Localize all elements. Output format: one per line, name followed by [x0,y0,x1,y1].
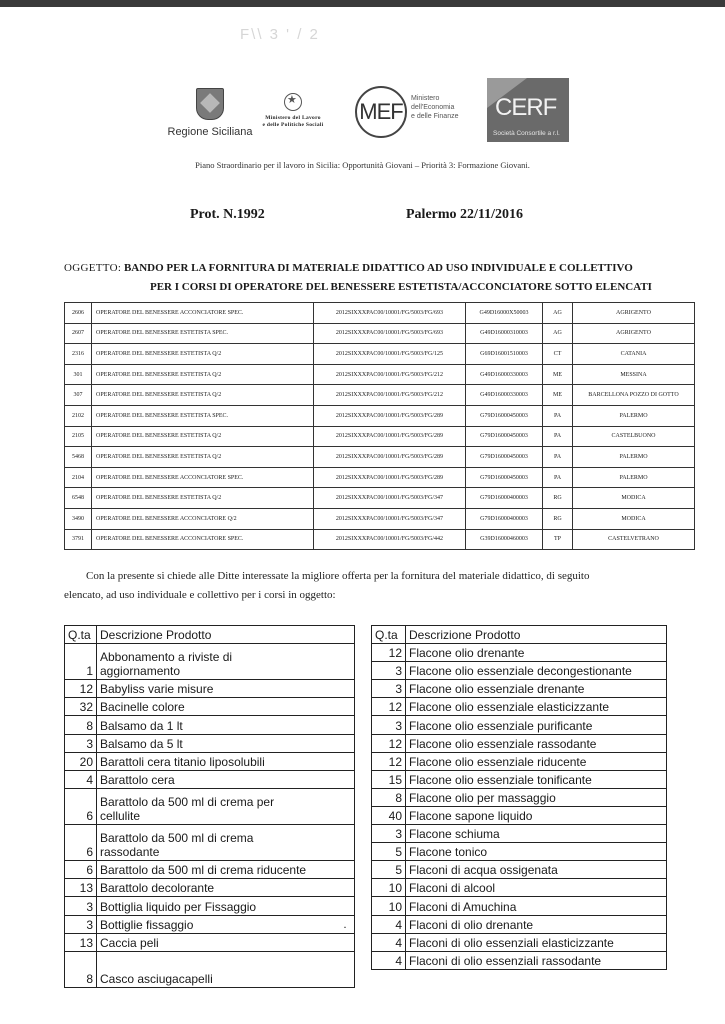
product-row [372,915,667,933]
product-row [65,788,355,824]
product-desc-line: Bottiglie fissaggio [100,917,194,932]
mef-mark: MEF [355,86,407,138]
mef-text [411,94,458,121]
product-desc-line: Balsamo da 1 lt [100,718,183,733]
course-code: 2012SIXXXPAC00/10001/FG/5003/FG/289 [314,467,466,488]
product-row [372,843,667,861]
oggetto-line-2: PER I CORSI DI OPERATORE DEL BENESSERE ESTETISTA/ACCONCIATORE SOTTO ELENCATI [150,281,652,293]
product-qty: 6 [65,861,97,879]
cerf-logo [487,78,569,142]
product-desc-line: Barattolo decolorante [100,881,215,896]
product-qty: 10 [372,879,406,897]
course-id: 2104 [65,467,92,488]
product-desc [406,825,667,843]
cerf-subtitle: Società Consortile a r.l. [493,130,560,137]
product-qty: 3 [372,662,406,680]
course-city: PALERMO [573,405,695,426]
course-id: 6548 [65,488,92,509]
product-desc [406,770,667,788]
course-name: OPERATORE DEL BENESSERE ESTETISTA Q/2 [92,447,314,468]
product-desc-line: cellulite [100,809,141,824]
product-desc-line: Balsamo da 5 lt [100,736,183,751]
product-row [372,770,667,788]
product-desc-line: Caccia peli [100,935,159,950]
course-prov: AG [543,303,573,324]
course-name: OPERATORE DEL BENESSERE ESTETISTA Q/2 [92,488,314,509]
product-desc-line: Flacone olio essenziale riducente [409,754,587,769]
product-row [372,644,667,662]
course-city: CASTELBUONO [573,426,695,447]
course-id: 2105 [65,426,92,447]
course-code: 2012SIXXXPAC00/10001/FG/5003/FG/347 [314,488,466,509]
course-city: MESSINA [573,364,695,385]
mef-text-line-1: Ministero [411,95,440,102]
oggetto-label: OGGETTO: [64,262,122,274]
product-desc [97,680,355,698]
course-code: 2012SIXXXPAC00/10001/FG/5003/FG/289 [314,447,466,468]
product-desc [406,843,667,861]
product-row [372,662,667,680]
product-desc-line: Flaconi di acqua ossigenata [409,863,558,878]
product-desc-line: Flacone olio per massaggio [409,790,556,805]
product-desc-line: Casco asciugacapelli [100,971,213,986]
product-desc-line: Flacone olio essenziale tonificante [409,772,592,787]
course-row [65,303,695,324]
product-qty: 10 [372,897,406,915]
product-qty: 3 [372,825,406,843]
course-prov: CT [543,344,573,365]
course-name: OPERATORE DEL BENESSERE ESTETISTA Q/2 [92,344,314,365]
product-desc [97,951,355,987]
course-city: MODICA [573,488,695,509]
course-code: 2012SIXXXPAC00/10001/FG/5003/FG/289 [314,405,466,426]
product-desc-line: Flaconi di olio essenziali rassodante [409,953,602,968]
ministero-lavoro-logo [248,93,338,129]
product-desc [97,752,355,770]
course-row [65,467,695,488]
product-row [372,861,667,879]
product-qty: 40 [372,806,406,824]
product-row [65,825,355,861]
product-qty: 4 [65,770,97,788]
course-prov: ME [543,364,573,385]
piano-straordinario-line: Piano Straordinario per il lavoro in Sicilia: Opportunità Giovani – Priorità 3: Formazione Giovani. [195,160,530,170]
product-desc-line: Barattolo da 500 ml di crema per [100,795,275,810]
course-city: CATANIA [573,344,695,365]
product-qty: 5 [372,861,406,879]
course-city: PALERMO [573,447,695,468]
course-name: OPERATORE DEL BENESSERE ESTETISTA Q/2 [92,364,314,385]
intro-line-1: Con la presente si chiede alle Ditte interessate la migliore offerta per la fornitura del materiale didattico, di seguito [86,570,590,582]
course-id: 3490 [65,508,92,529]
course-cup: G39D16000460003 [466,529,543,550]
regione-name: Regione Siciliana [167,126,253,138]
course-city: AGRIGENTO [573,323,695,344]
courses-table [64,302,695,550]
qty-header: Q.ta [65,626,97,644]
course-row [65,508,695,529]
product-qty: 8 [65,716,97,734]
course-row [65,447,695,468]
course-name: OPERATORE DEL BENESSERE ACCONCIATORE SPEC. [92,303,314,324]
product-row [65,716,355,734]
product-desc [406,897,667,915]
product-row [372,951,667,969]
product-desc-line: Barattolo cera [100,772,175,787]
product-qty: 6 [65,825,97,861]
product-desc [97,770,355,788]
product-qty: 8 [65,951,97,987]
ministero-line-2: e delle Politiche Sociali [262,122,324,128]
course-row [65,405,695,426]
product-desc [406,933,667,951]
mef-logo [355,86,475,136]
course-row [65,426,695,447]
product-desc [406,879,667,897]
product-desc [97,788,355,824]
course-name: OPERATORE DEL BENESSERE ESTETISTA Q/2 [92,385,314,406]
product-desc [97,861,355,879]
product-row [372,933,667,951]
product-row [65,933,355,951]
product-desc [406,662,667,680]
course-cup: G79D16000450003 [466,447,543,468]
course-name: OPERATORE DEL BENESSERE ACCONCIATORE SPEC. [92,529,314,550]
course-cup: G69D16001510003 [466,344,543,365]
product-row [65,879,355,897]
course-code: 2012SIXXXPAC00/10001/FG/5003/FG/212 [314,364,466,385]
product-desc [406,680,667,698]
products-table-right [371,625,667,970]
product-desc [406,915,667,933]
product-row [65,861,355,879]
product-row [65,644,355,680]
product-desc [406,788,667,806]
product-desc-line: Flacone olio drenante [409,646,525,661]
course-cup: G79D16000450003 [466,405,543,426]
product-desc [406,752,667,770]
course-row [65,385,695,406]
course-code: 2012SIXXXPAC00/10001/FG/5003/FG/442 [314,529,466,550]
product-desc-line: Bacinelle colore [100,700,185,715]
product-desc [97,734,355,752]
product-row [372,897,667,915]
course-cup: G79D16000400003 [466,488,543,509]
course-id: 301 [65,364,92,385]
product-row [65,698,355,716]
product-desc-line: Flaconi di Amuchina [409,899,517,914]
product-desc-line: Flacone sapone liquido [409,809,533,824]
product-desc-line [100,958,351,972]
product-desc-line: Abbonamento a riviste di [100,650,233,665]
course-name: OPERATORE DEL BENESSERE ACCONCIATORE Q/2 [92,508,314,529]
course-row [65,344,695,365]
oggetto-text-1: BANDO PER LA FORNITURA DI MATERIALE DIDATTICO AD USO INDIVIDUALE E COLLETTIVO [123,262,633,274]
scan-top-border [0,0,725,7]
product-qty: 13 [65,933,97,951]
product-row [372,698,667,716]
course-cup: G79D16000400003 [466,508,543,529]
product-desc [406,861,667,879]
product-desc-line: Flacone olio essenziale rassodante [409,736,597,751]
intro-line-2: elencato, ad uso individuale e collettivo per i corsi in oggetto: [64,589,336,601]
product-qty: 3 [372,680,406,698]
course-id: 5468 [65,447,92,468]
product-desc [97,716,355,734]
course-prov: ME [543,385,573,406]
product-qty: 12 [372,644,406,662]
course-code: 2012SIXXXPAC00/10001/FG/5003/FG/289 [314,426,466,447]
product-desc [97,933,355,951]
course-city: PALERMO [573,467,695,488]
product-row [65,897,355,915]
oggetto-line-1 [64,262,633,274]
product-desc [97,698,355,716]
product-desc-line: Flacone olio essenziale purificante [409,718,593,733]
faint-stamp: F\\ 3 ' / 2 [240,26,320,43]
course-id: 2606 [65,303,92,324]
product-row [372,806,667,824]
products-table-left [64,625,355,988]
course-prov: RG [543,508,573,529]
course-id: 3791 [65,529,92,550]
course-name: OPERATORE DEL BENESSERE ESTETISTA Q/2 [92,426,314,447]
product-row [372,825,667,843]
course-city: BARCELLONA POZZO DI GOTTO [573,385,695,406]
course-id: 2607 [65,323,92,344]
product-qty: 1 [65,644,97,680]
course-city: CASTELVETRANO [573,529,695,550]
product-desc [97,915,355,933]
course-cup: G79D16000450003 [466,467,543,488]
product-desc-line: aggiornamento [100,664,181,679]
product-desc-line: Flacone olio essenziale drenante [409,682,585,697]
product-desc-line: Flaconi di olio drenante [409,917,534,932]
course-code: 2012SIXXXPAC00/10001/FG/5003/FG/693 [314,303,466,324]
product-qty: 3 [65,897,97,915]
course-prov: PA [543,467,573,488]
product-desc-line: Bottiglia liquido per Fissaggio [100,899,257,914]
course-cup: G79D16000450003 [466,426,543,447]
product-desc-line: Babyliss varie misure [100,682,214,697]
qty-header: Q.ta [372,626,406,644]
product-qty: 12 [372,734,406,752]
product-desc [97,644,355,680]
course-code: 2012SIXXXPAC00/10001/FG/5003/FG/125 [314,344,466,365]
product-row [65,734,355,752]
course-name: OPERATORE DEL BENESSERE ACCONCIATORE SPEC. [92,467,314,488]
product-desc-line: Flaconi di alcool [409,881,496,896]
product-qty: 6 [65,788,97,824]
product-row [65,680,355,698]
product-qty: 13 [65,879,97,897]
course-name: OPERATORE DEL BENESSERE ESTETISTA SPEC. [92,323,314,344]
course-cup: G49D16000330003 [466,364,543,385]
product-desc-line: rassodante [100,845,160,860]
product-row [372,788,667,806]
product-qty: 3 [65,734,97,752]
course-prov: TP [543,529,573,550]
product-qty: 12 [372,752,406,770]
course-id: 307 [65,385,92,406]
product-desc-line: Barattoli cera titanio liposolubili [100,754,265,769]
product-qty: 8 [372,788,406,806]
product-desc [406,716,667,734]
product-desc-line: Flaconi di olio essenziali elasticizzante [409,935,614,950]
product-qty: 12 [372,698,406,716]
stray-mark: · [343,920,347,934]
product-desc-line: Flacone schiuma [409,827,500,842]
product-qty: 3 [65,915,97,933]
course-prov: AG [543,323,573,344]
course-name: OPERATORE DEL BENESSERE ESTETISTA SPEC. [92,405,314,426]
product-desc [406,698,667,716]
product-desc [97,825,355,861]
course-cup: G49D16000330003 [466,385,543,406]
product-desc [406,806,667,824]
course-id: 2102 [65,405,92,426]
course-code: 2012SIXXXPAC00/10001/FG/5003/FG/347 [314,508,466,529]
product-row [372,716,667,734]
course-id: 2316 [65,344,92,365]
product-qty: 4 [372,933,406,951]
product-header-row [65,626,355,644]
protocol-number: Prot. N.1992 [190,207,265,222]
product-desc [406,644,667,662]
product-desc-line: Barattolo da 500 ml di crema riducente [100,863,307,878]
course-row [65,488,695,509]
product-qty: 4 [372,951,406,969]
product-qty: 12 [65,680,97,698]
course-code: 2012SIXXXPAC00/10001/FG/5003/FG/212 [314,385,466,406]
course-row [65,529,695,550]
product-desc-line: Barattolo da 500 ml di crema [100,831,254,846]
product-qty: 3 [372,716,406,734]
course-city: MODICA [573,508,695,529]
product-row [372,734,667,752]
desc-header: Descrizione Prodotto [406,626,667,644]
product-row [372,680,667,698]
product-row [65,915,355,933]
place-date: Palermo 22/11/2016 [406,207,524,222]
mef-text-line-3: e delle Finanze [411,113,459,120]
product-qty: 20 [65,752,97,770]
product-qty: 15 [372,770,406,788]
course-cup: G49D16000X50003 [466,303,543,324]
course-row [65,364,695,385]
product-row [372,879,667,897]
republic-emblem-icon [284,93,302,111]
product-desc [97,879,355,897]
regione-shield-icon [196,88,224,120]
course-row [65,323,695,344]
course-cup: G49D16000310003 [466,323,543,344]
product-desc-line: Flacone tonico [409,845,488,860]
product-desc-line: Flacone olio essenziale decongestionante [409,664,632,679]
course-prov: RG [543,488,573,509]
course-code: 2012SIXXXPAC00/10001/FG/5003/FG/693 [314,323,466,344]
mef-text-line-2: dell'Economia [411,104,455,111]
cerf-name: CERF [495,94,557,121]
product-desc [406,951,667,969]
course-prov: PA [543,426,573,447]
course-prov: PA [543,447,573,468]
intro-paragraph [64,567,684,605]
course-city: AGRIGENTO [573,303,695,324]
product-header-row [372,626,667,644]
product-desc [97,897,355,915]
product-row [65,951,355,987]
product-desc-line: Flacone olio essenziale elasticizzante [409,700,610,715]
course-prov: PA [543,405,573,426]
product-qty: 32 [65,698,97,716]
product-row [65,770,355,788]
desc-header: Descrizione Prodotto [97,626,355,644]
product-desc [406,734,667,752]
product-qty: 4 [372,915,406,933]
ministero-line-1: Ministero del Lavoro [265,115,321,121]
product-row [372,752,667,770]
product-qty: 5 [372,843,406,861]
product-row [65,752,355,770]
